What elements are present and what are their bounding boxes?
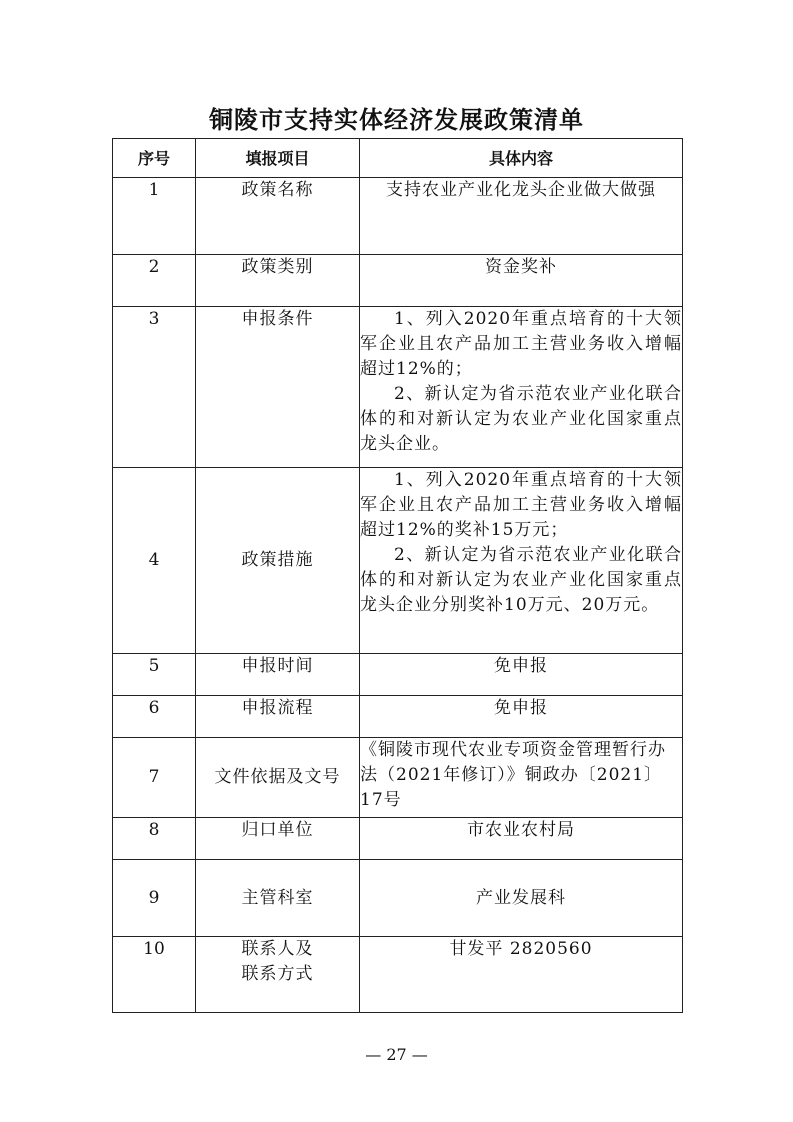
row-content: 甘发平 2820560	[360, 937, 683, 1013]
department-text: 产业发展科	[476, 887, 566, 908]
table-row	[113, 738, 683, 818]
row-item: 归口单位	[196, 818, 360, 860]
row-content: 免申报	[360, 696, 683, 738]
row-item: 申报流程	[196, 696, 360, 738]
row-item: 申报条件	[196, 307, 360, 468]
row-content: 免申报	[360, 654, 683, 696]
table-row	[113, 307, 683, 468]
header-content: 具体内容	[360, 139, 683, 178]
row-content	[360, 860, 683, 937]
document-basis-text: 《铜陵市现代农业专项资金管理暂行办法（2021年修订）》铜政办〔2021〕17号	[360, 740, 666, 810]
contact-label-line-1: 联系人及	[241, 939, 314, 959]
measure-paragraph-2: 2、新认定为省示范农业产业化联合体的和对新认定为农业产业化国家重点龙头企业分别奖补10万元、20万元。	[360, 545, 682, 615]
row-seq: 9	[113, 860, 196, 937]
document-title: 铜陵市支持实体经济发展政策清单	[209, 105, 584, 134]
row-item: 政策名称	[196, 178, 360, 255]
row-item: 主管科室	[196, 860, 360, 937]
row-seq: 3	[113, 307, 196, 468]
table-row	[113, 178, 683, 255]
row-content	[360, 738, 683, 818]
header-item: 填报项目	[196, 139, 360, 178]
row-content: 资金奖补	[360, 255, 683, 307]
table-row	[113, 255, 683, 307]
row-seq: 5	[113, 654, 196, 696]
row-item	[196, 937, 360, 1013]
page-number: — 27 —	[365, 1045, 428, 1064]
table-row	[113, 860, 683, 937]
contact-label-line-2: 联系方式	[241, 964, 314, 984]
table-row	[113, 937, 683, 1013]
row-item: 政策措施	[196, 468, 360, 654]
condition-paragraph-2: 2、新认定为省示范农业产业化联合体的和对新认定为农业产业化国家重点龙头企业。	[360, 384, 682, 454]
table-row	[113, 468, 683, 654]
table-header-row	[113, 139, 683, 178]
row-seq: 6	[113, 696, 196, 738]
row-content	[360, 468, 683, 654]
row-item: 文件依据及文号	[196, 738, 360, 818]
policy-table	[112, 138, 683, 1013]
row-seq: 1	[113, 178, 196, 255]
row-item: 政策类别	[196, 255, 360, 307]
row-seq: 10	[113, 937, 196, 1013]
measure-paragraph-1: 1、列入2020年重点培育的十大领军企业且农产品加工主营业务收入增幅超过12%的奖补15万元；	[360, 470, 682, 540]
row-item: 申报时间	[196, 654, 360, 696]
table-row	[113, 654, 683, 696]
row-seq: 8	[113, 818, 196, 860]
row-seq: 2	[113, 255, 196, 307]
condition-paragraph-1: 1、列入2020年重点培育的十大领军企业且农产品加工主营业务收入增幅超过12%的；	[360, 309, 682, 379]
row-content: 支持农业产业化龙头企业做大做强	[360, 178, 683, 255]
row-content	[360, 307, 683, 468]
table-row	[113, 818, 683, 860]
table-row	[113, 696, 683, 738]
header-seq: 序号	[113, 139, 196, 178]
row-content: 市农业农村局	[360, 818, 683, 860]
row-seq: 4	[113, 468, 196, 654]
row-seq: 7	[113, 738, 196, 818]
